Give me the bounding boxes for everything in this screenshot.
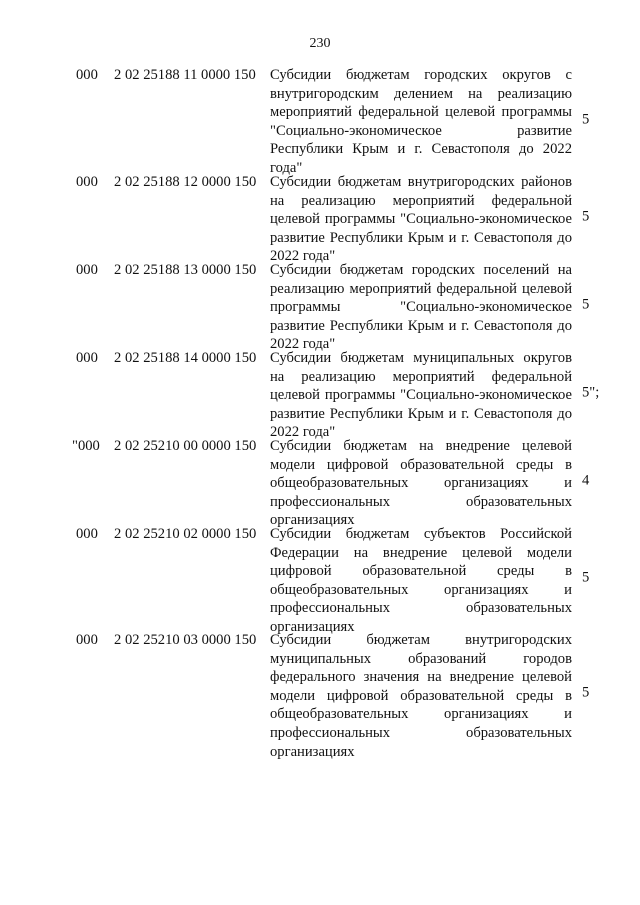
table-row — [0, 525, 640, 635]
page-number: 230 — [309, 36, 331, 51]
norm-cell — [572, 66, 640, 173]
income-name-cell: Субсидии бюджетам субъектов Российской Федерации на внедрение целевой модели цифровой образовательной среды в общеобразовательных организациях и профессиональных образовательных организациях — [270, 526, 572, 635]
revenue-table — [0, 66, 640, 760]
norm-value: 5 — [582, 684, 590, 701]
budget-code-cell: 2 02 25210 02 0000 150 — [114, 526, 257, 542]
norm-cell — [572, 173, 640, 261]
budget-code-cell: 2 02 25188 14 0000 150 — [114, 350, 257, 366]
table-row — [0, 631, 640, 760]
norm-value: 5 — [582, 569, 590, 586]
table-row — [0, 261, 640, 353]
income-name-cell: Субсидии бюджетам муниципальных округов на реализацию мероприятий федеральной целевой программы "Социально-экономическое развитие Республики Крым и г. Севастополя до 2022 года" — [270, 350, 572, 441]
table-row — [0, 437, 640, 529]
norm-cell — [572, 261, 640, 349]
income-name-cell: Субсидии бюджетам городских округов с внутригородским делением на реализацию мероприятий федеральной целевой программы "Социально-экономическое развитие Республики Крым и г. Севастополя до 2022 года" — [270, 67, 572, 176]
norm-cell — [572, 437, 640, 525]
income-name-cell: Субсидии бюджетам городских поселений на реализацию мероприятий федеральной целевой программы "Социально-экономическое развитие Республики Крым и г. Севастополя до 2022 года" — [270, 262, 572, 353]
admin-code-cell: 000 — [76, 262, 98, 278]
admin-code-cell: 000 — [76, 174, 98, 190]
norm-cell — [572, 349, 640, 437]
admin-code-cell: 000 — [76, 526, 98, 542]
table-row — [0, 173, 640, 265]
budget-code-cell: 2 02 25210 03 0000 150 — [114, 632, 257, 648]
table-row — [0, 349, 640, 441]
budget-code-cell: 2 02 25210 00 0000 150 — [114, 438, 257, 454]
norm-cell — [572, 525, 640, 631]
income-name-cell: Субсидии бюджетам внутригородских районов на реализацию мероприятий федеральной целевой программы "Социально-экономическое развитие Республики Крым и г. Севастополя до 2022 года" — [270, 174, 572, 265]
admin-code-cell: 000 — [76, 67, 98, 83]
norm-value: 4 — [582, 472, 590, 489]
norm-value: 5 — [582, 208, 590, 225]
budget-code-cell: 2 02 25188 13 0000 150 — [114, 262, 257, 278]
norm-cell — [572, 631, 640, 755]
budget-code-cell: 2 02 25188 11 0000 150 — [114, 67, 256, 83]
admin-code-cell: "000 — [72, 438, 100, 454]
table-row — [0, 66, 640, 176]
admin-code-cell: 000 — [76, 350, 98, 366]
admin-code-cell: 000 — [76, 632, 98, 648]
norm-value: 5 — [582, 111, 590, 127]
income-name-cell: Субсидии бюджетам внутригородских муниципальных образований городов федерального значения на внедрение целевой модели цифровой образовательной среды в общеобразовательных организациях и профессиональных образовательных организациях — [270, 632, 572, 760]
norm-value: 5"; — [582, 384, 600, 401]
budget-code-cell: 2 02 25188 12 0000 150 — [114, 174, 257, 190]
norm-value: 5 — [582, 296, 590, 313]
income-name-cell: Субсидии бюджетам на внедрение целевой модели цифровой образовательной среды в общеобразовательных организациях и профессиональных образовательных организациях — [270, 438, 572, 529]
